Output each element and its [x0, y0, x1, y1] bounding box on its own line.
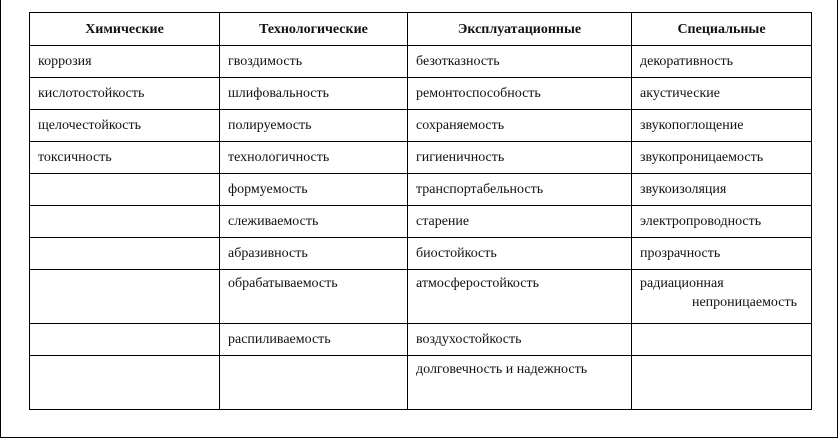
table-row — [30, 324, 812, 356]
table-cell: гвоздимость — [220, 46, 408, 78]
table-cell: полируемость — [220, 110, 408, 142]
table-cell: электропроводность — [632, 206, 812, 238]
table-cell: слеживаемость — [220, 206, 408, 238]
table-cell — [30, 174, 220, 206]
table-cell: распиливаемость — [220, 324, 408, 356]
header-operational: Эксплуатационные — [408, 13, 632, 46]
table-cell: звукопоглощение — [632, 110, 812, 142]
table-cell: безотказность — [408, 46, 632, 78]
table-cell — [632, 324, 812, 356]
table-row — [30, 270, 812, 324]
table-cell: звукопроницаемость — [632, 142, 812, 174]
table-cell: токсичность — [30, 142, 220, 174]
table-row — [30, 78, 812, 110]
table-cell: прозрачность — [632, 238, 812, 270]
table-row — [30, 206, 812, 238]
table-cell — [632, 270, 812, 324]
table-cell: ремонтоспособность — [408, 78, 632, 110]
table-cell: биостойкость — [408, 238, 632, 270]
cell-line-1: радиационная — [640, 276, 724, 291]
table-cell: транспортабельность — [408, 174, 632, 206]
table-cell — [30, 356, 220, 410]
table-cell — [30, 238, 220, 270]
header-technological: Технологические — [220, 13, 408, 46]
cell-line-2: непроницаемость — [691, 295, 797, 310]
table-row — [30, 110, 812, 142]
table-row — [30, 46, 812, 78]
table-row — [30, 174, 812, 206]
table-cell — [30, 324, 220, 356]
table-cell: воздухостойкость — [408, 324, 632, 356]
table-cell: кислотостойкость — [30, 78, 220, 110]
table-cell: шлифовальность — [220, 78, 408, 110]
table-cell: щелочестойкость — [30, 110, 220, 142]
table-cell: долговечность и надежность — [408, 356, 632, 410]
table-cell: коррозия — [30, 46, 220, 78]
table-row — [30, 238, 812, 270]
header-chemical: Химические — [30, 13, 220, 46]
table-cell: гигиеничность — [408, 142, 632, 174]
table-cell: старение — [408, 206, 632, 238]
properties-table — [29, 12, 812, 410]
table-cell — [632, 356, 812, 410]
table-header-row — [30, 13, 812, 46]
table-cell: декоративность — [632, 46, 812, 78]
table-cell — [30, 206, 220, 238]
table-cell: обрабатываемость — [220, 270, 408, 324]
table-cell: акустические — [632, 78, 812, 110]
table-row — [30, 356, 812, 410]
table-cell: абразивность — [220, 238, 408, 270]
table-cell — [220, 356, 408, 410]
table-cell — [30, 270, 220, 324]
table-cell: атмосферостойкость — [408, 270, 632, 324]
table-cell: сохраняемость — [408, 110, 632, 142]
table-cell: звукоизоляция — [632, 174, 812, 206]
table-cell: технологичность — [220, 142, 408, 174]
table-cell: формуемость — [220, 174, 408, 206]
header-special: Специальные — [632, 13, 812, 46]
table-row — [30, 142, 812, 174]
